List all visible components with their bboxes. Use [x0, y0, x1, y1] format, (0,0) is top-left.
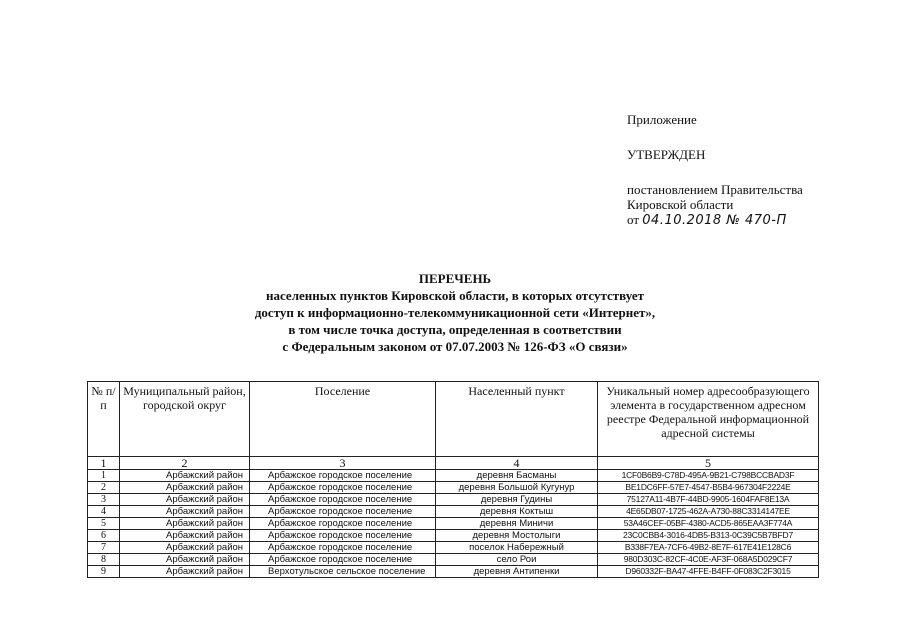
- settlements-table: [87, 381, 819, 578]
- row-locality: деревня Миничи: [436, 518, 598, 530]
- header-unique-id: Уникальный номер адресообразующего элемента в государственном адресном реестре Федеральной информационной адресной системы: [598, 382, 819, 457]
- table-header-row: [88, 382, 819, 457]
- row-settlement: Верхотульское сельское поселение: [250, 566, 436, 578]
- row-settlement: Арбажское городское поселение: [250, 554, 436, 566]
- row-settlement: Арбажское городское поселение: [250, 482, 436, 494]
- row-settlement: Арбажское городское поселение: [250, 506, 436, 518]
- resolution-reference: [627, 182, 857, 228]
- row-unique-id: 980D303C-82CF-4C0E-AF3F-068A5D029CF7: [598, 554, 819, 566]
- title-line-1: населенных пунктов Кировской области, в которых отсутствует: [266, 288, 644, 303]
- row-district: Арбажский район: [120, 482, 250, 494]
- title-line-3: в том числе точка доступа, определенная в соответствии: [288, 322, 622, 337]
- table-row: [88, 566, 819, 578]
- row-unique-id: 1CF0B6B9-C78D-495A-9B21-C798BCCBAD3F: [598, 470, 819, 482]
- column-number: 2: [120, 457, 250, 470]
- resolution-line-2: Кировской области: [627, 197, 734, 212]
- row-district: Арбажский район: [120, 530, 250, 542]
- row-district: Арбажский район: [120, 506, 250, 518]
- row-number: 4: [88, 506, 120, 518]
- row-district: Арбажский район: [120, 518, 250, 530]
- title-heading: ПЕРЕЧЕНЬ: [418, 271, 492, 286]
- row-unique-id: 75127A11-4B7F-44BD-9905-1604FAF8E13A: [598, 494, 819, 506]
- resolution-date: [627, 212, 857, 228]
- title-line-2: доступ к информационно-телекоммуникационной сети «Интернет»,: [254, 305, 656, 320]
- row-number: 5: [88, 518, 120, 530]
- appendix-label: Приложение: [627, 112, 697, 127]
- row-settlement: Арбажское городское поселение: [250, 494, 436, 506]
- row-district: Арбажский район: [120, 566, 250, 578]
- header-district: Муниципальный район, городской округ: [120, 382, 250, 457]
- row-district: Арбажский район: [120, 542, 250, 554]
- approved-label: УТВЕРЖДЕН: [627, 147, 706, 162]
- row-unique-id: 53A46CEF-05BF-4380-ACD5-865EAA3F774A: [598, 518, 819, 530]
- table-row: [88, 494, 819, 506]
- row-unique-id: D960332F-BA47-4FFE-B4FF-0F083C2F3015: [598, 566, 819, 578]
- row-unique-id: 23C0CBB4-3016-4DB5-B313-0C39C5B7BFD7: [598, 530, 819, 542]
- row-number: 6: [88, 530, 120, 542]
- table-row: [88, 470, 819, 482]
- row-unique-id: 4E65DB07-1725-462A-A730-88C3314147EE: [598, 506, 819, 518]
- table-row: [88, 542, 819, 554]
- table-row: [88, 518, 819, 530]
- row-number: 3: [88, 494, 120, 506]
- row-locality: деревня Большой Кугунур: [436, 482, 598, 494]
- table-row: [88, 554, 819, 566]
- row-settlement: Арбажское городское поселение: [250, 518, 436, 530]
- row-locality: деревня Басманы: [436, 470, 598, 482]
- header-number: № п/п: [88, 382, 120, 457]
- row-settlement: Арбажское городское поселение: [250, 542, 436, 554]
- column-number: 4: [436, 457, 598, 470]
- resolution-line-1: постановлением Правительства: [627, 182, 803, 197]
- column-numbers-row: [88, 457, 819, 470]
- row-locality: село Рои: [436, 554, 598, 566]
- row-district: Арбажский район: [120, 554, 250, 566]
- row-settlement: Арбажское городское поселение: [250, 470, 436, 482]
- row-number: 9: [88, 566, 120, 578]
- table-row: [88, 482, 819, 494]
- row-settlement: Арбажское городское поселение: [250, 530, 436, 542]
- row-locality: деревня Коктыш: [436, 506, 598, 518]
- header-settlement: Поселение: [250, 382, 436, 457]
- table-row: [88, 530, 819, 542]
- row-district: Арбажский район: [120, 470, 250, 482]
- row-locality: деревня Антипенки: [436, 566, 598, 578]
- row-locality: деревня Гудины: [436, 494, 598, 506]
- document-title: [150, 270, 760, 355]
- row-number: 2: [88, 482, 120, 494]
- header-locality: Населенный пункт: [436, 382, 598, 457]
- row-district: Арбажский район: [120, 494, 250, 506]
- column-number: 3: [250, 457, 436, 470]
- date-prefix: от: [627, 212, 643, 227]
- handwritten-date: 04.10.2018 № 470-П: [642, 213, 787, 228]
- row-locality: деревня Мостолыги: [436, 530, 598, 542]
- row-unique-id: BE1DC6FF-57E7-4547-B5B4-967304F2224E: [598, 482, 819, 494]
- row-number: 8: [88, 554, 120, 566]
- column-number: 1: [88, 457, 120, 470]
- row-number: 7: [88, 542, 120, 554]
- row-number: 1: [88, 470, 120, 482]
- column-number: 5: [598, 457, 819, 470]
- table-row: [88, 506, 819, 518]
- title-line-4: с Федеральным законом от 07.07.2003 № 126-ФЗ «О связи»: [282, 339, 628, 354]
- row-locality: поселок Набережный: [436, 542, 598, 554]
- row-unique-id: B338F7EA-7CF6-49B2-8E7F-617E41E128C6: [598, 542, 819, 554]
